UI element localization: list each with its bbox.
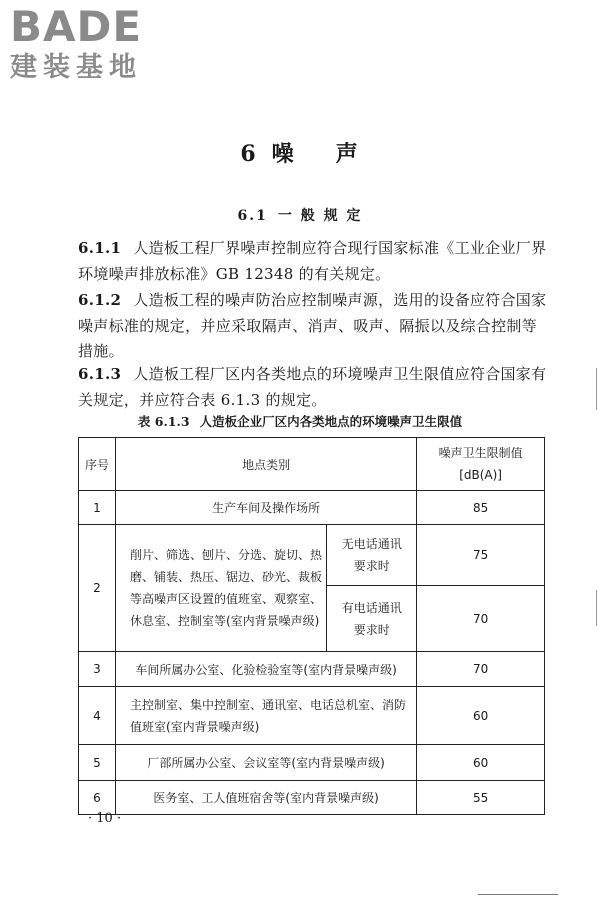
table-title: 人造板企业厂区内各类地点的环境噪声卫生限值 [199,414,463,429]
row-seq: 5 [79,745,116,781]
chapter-heading [0,137,600,168]
row-value: 75 [417,525,545,586]
table-row [79,781,545,815]
row-value: 55 [417,781,545,815]
table-row [79,687,545,745]
table-row [79,745,545,781]
header-limit-line1: 噪声卫生限制值 [438,446,523,460]
row-location: 削片、筛选、刨片、分选、旋切、热磨、铺装、热压、锯边、砂光、裁板等高噪声区设置的值班室、观察室、休息室、控制室等(室内背景噪声级) [115,525,326,652]
clause-text: 人造板工程的噪声防治应控制噪声源，选用的设备应符合国家噪声标准的规定，并应采取隔声、消声、吸声、隔振以及综合控制等措施。 [78,291,547,360]
row-seq: 1 [79,491,116,525]
clause-number: 6.1.3 [78,365,122,383]
section-title: 一 般 规 定 [277,208,363,224]
clause-6-1-1 [78,236,548,287]
row-seq: 2 [79,525,116,652]
header-limit-line2: [dB(A)] [459,468,502,482]
clause-text: 人造板工程厂界噪声控制应符合现行国家标准《工业企业厂界环境噪声排放标准》GB 12348 的有关规定。 [78,239,547,283]
scan-edge-mark [596,368,597,410]
row-value: 70 [417,586,545,652]
row-value: 60 [417,745,545,781]
logo-main-text: BADE [10,2,143,51]
header-limit [417,438,545,491]
table-row [79,652,545,687]
row-value: 70 [417,652,545,687]
logo [10,4,180,84]
chapter-title-part-1: 噪 [271,141,296,167]
table-row [79,525,545,586]
clause-number: 6.1.1 [78,239,122,257]
row-seq: 4 [79,687,116,745]
section-number: 6.1 [237,208,268,224]
row-seq: 6 [79,781,116,815]
clause-number: 6.1.2 [78,291,122,309]
chapter-number: 6 [240,141,258,167]
table-number: 表 6.1.3 [137,414,190,429]
section-heading [0,205,600,225]
row-seq: 3 [79,652,116,687]
logo-sub-text: 建装基地 [10,52,142,83]
table-caption [0,412,600,430]
scan-edge-mark [596,590,597,626]
table-row [79,491,545,525]
clause-6-1-3 [78,362,548,413]
row-value: 60 [417,687,545,745]
row-condition: 无电话通讯要求时 [327,525,417,586]
header-seq: 序号 [79,438,116,491]
row-condition: 有电话通讯要求时 [327,586,417,652]
noise-limit-table [78,437,545,815]
row-location: 车间所属办公室、化验检验室等(室内背景噪声级) [115,652,416,687]
page-number: · 10 · [88,811,122,826]
scan-bottom-line [478,894,558,895]
clause-text: 人造板工程厂区内各类地点的环境噪声卫生限值应符合国家有关规定，并应符合表 6.1.3 的规定。 [78,365,547,409]
table-header-row [79,438,545,491]
chapter-title-part-2: 声 [335,141,360,167]
row-location: 厂部所属办公室、会议室等(室内背景噪声级) [115,745,416,781]
row-location: 生产车间及操作场所 [115,491,416,525]
row-value: 85 [417,491,545,525]
row-location: 主控制室、集中控制室、通讯室、电话总机室、消防值班室(室内背景噪声级) [115,687,416,745]
clause-6-1-2 [78,288,548,365]
header-location: 地点类别 [115,438,416,491]
row-location: 医务室、工人值班宿舍等(室内背景噪声级) [115,781,416,815]
